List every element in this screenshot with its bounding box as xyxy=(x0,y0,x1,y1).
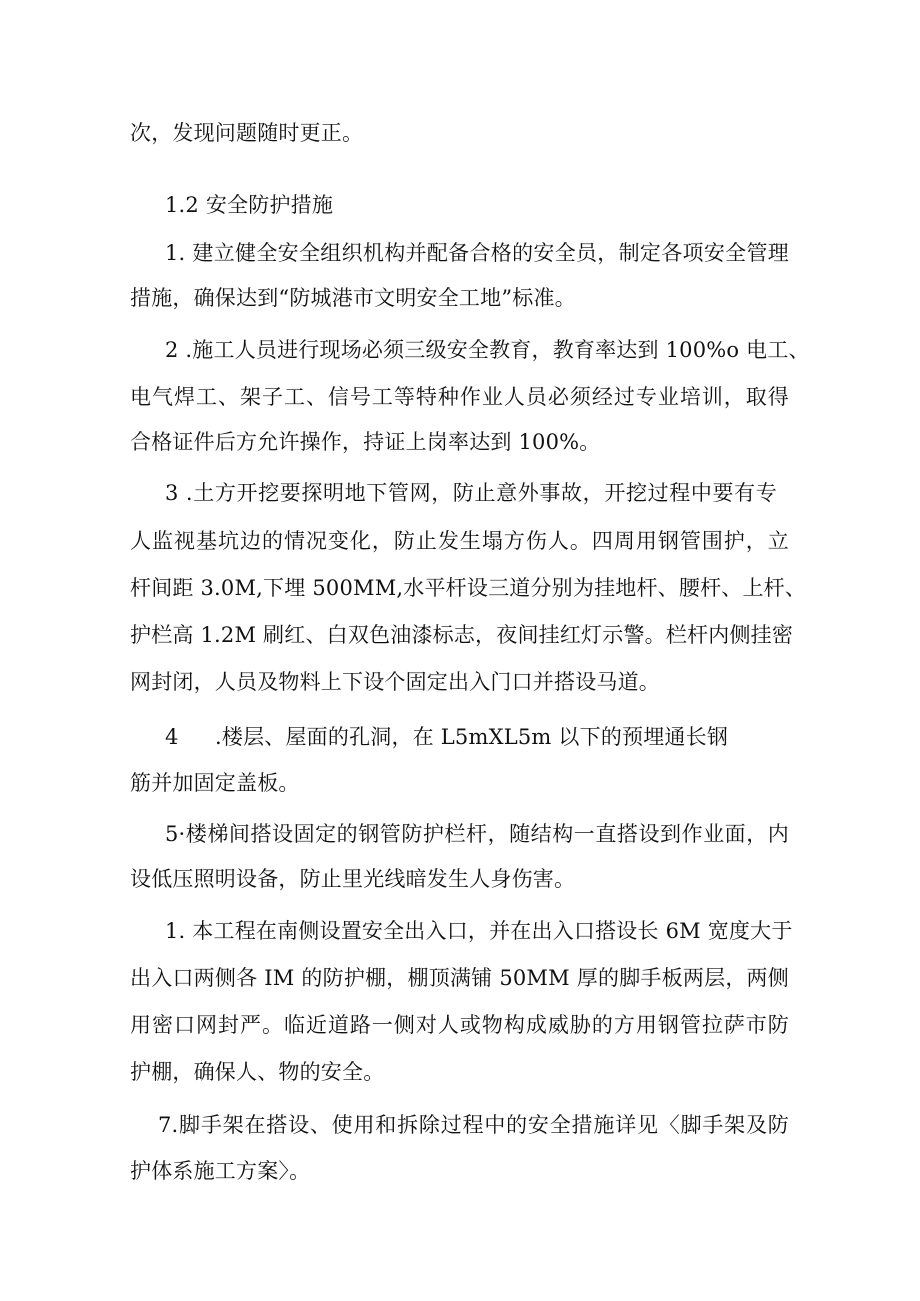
item-3-line-1: 3 .土方开挖要探明地下管网，防止意外事故，开挖过程中要有专 xyxy=(165,481,777,505)
item-2-line-1: 2 .施工人员进行现场必须三级安全教育，教育率达到 100%o 电工、 xyxy=(165,338,810,362)
item-6-line-1: 1. 本工程在南侧设置安全出入口，并在出入口搭设长 6M 宽度大于 xyxy=(165,919,793,943)
item-7-line-2: 护体系施工方案〉。 xyxy=(130,1159,311,1183)
item-6-line-4: 护棚，确保人、物的安全。 xyxy=(130,1060,385,1084)
item-5-line-2: 设低压照明设备，防止里光线暗发生人身伤害。 xyxy=(130,867,576,891)
item-2-line-3: 合格证件后方允许操作，持证上岗率达到 100%。 xyxy=(130,430,601,454)
item-5-line-1: 5·楼梯间搭设固定的钢管防护栏杆，随结构一直搭设到作业面，内 xyxy=(165,822,789,846)
item-3-line-5: 网封闭，人员及物料上下设个固定出入门口并搭设马道。 xyxy=(130,670,660,694)
item-3-line-2: 人监视基坑边的情况变化，防止发生塌方伤人。四周用钢管围护，立 xyxy=(130,529,789,553)
item-6-line-3: 用密口网封严。临近道路一侧对人或物构成威胁的方用钢管拉萨市防 xyxy=(130,1013,789,1037)
section-heading: 1.2 安全防护措施 xyxy=(165,193,334,217)
item-6-line-2: 出入口两侧各 IM 的防护棚，棚顶满铺 50MM 厚的脚手板两层，两侧 xyxy=(130,966,789,990)
item-3-line-4: 护栏高 1.2M 刷红、白双色油漆标志，夜间挂红灯示警。栏杆内侧挂密 xyxy=(130,623,794,647)
paragraph-continuation: 次，发现问题随时更正。 xyxy=(130,121,364,145)
item-4-line-1: .楼层、屋面的孔洞，在 L5mXL5m 以下的预埋通长钢 xyxy=(215,725,729,749)
item-3-line-3: 杆间距 3.0M,下埋 500MM,水平杆设三道分别为挂地杆、腰杆、上杆、 xyxy=(130,576,807,600)
item-4-number: 4 xyxy=(165,725,179,749)
item-4-line-2: 筋并加固定盖板。 xyxy=(130,771,300,795)
item-1-line-1: 1. 建立健全安全组织机构并配备合格的安全员，制定各项安全管理 xyxy=(165,241,789,265)
item-2-line-2: 电气焊工、架子工、信号工等特种作业人员必须经过专业培训，取得 xyxy=(130,385,789,409)
item-7-line-1: 7.脚手架在搭设、使用和拆除过程中的安全措施详见〈脚手架及防 xyxy=(158,1113,789,1137)
item-1-line-2: 措施，确保达到“防城港市文明安全工地”标准。 xyxy=(130,286,576,310)
